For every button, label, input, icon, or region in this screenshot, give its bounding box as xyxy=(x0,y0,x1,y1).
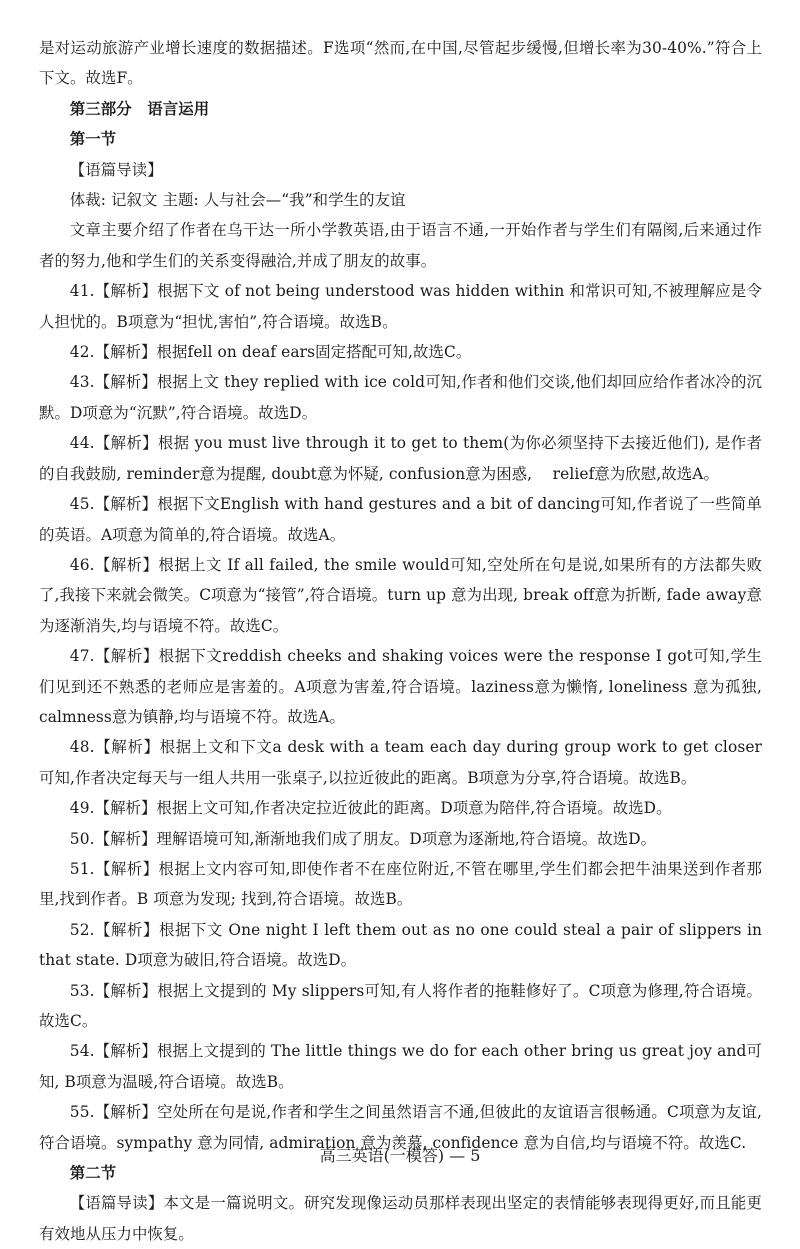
answer-41: 41.【解析】根据下文 of not being understood was hidden within 和常识可知,不被理解应是令人担忧的。B项意为“担忧,害怕”,符合语境。故选B。 xyxy=(39,282,762,331)
guide-paragraph-2: 【语篇导读】本文是一篇说明文。研究发现像运动员那样表现出坚定的表情能够表现得更好,而且能更有效地从压力中恢复。 xyxy=(39,1194,762,1243)
answer-46: 46.【解析】根据上文 If all failed, the smile would可知,空处所在句是说,如果所有的方法都失败了,我接下来就会微笑。C项意为“接管”,符合语境。turn up 意为出现, break off意为折断, fade away意为逐渐消失,均与语境不符。故选C。 xyxy=(39,555,762,635)
answer-50: 50.【解析】理解语境可知,渐渐地我们成了朋友。D项意为逐渐地,符合语境。故选D。 xyxy=(69,829,657,848)
answer-53: 53.【解析】根据上文提到的 My slippers可知,有人将作者的拖鞋修好了。C项意为修理,符合语境。故选C。 xyxy=(39,981,762,1030)
paragraph-continued: 是对运动旅游产业增长速度的数据描述。F选项“然而,在中国,尽管起步缓慢,但增长率为30-40%.”符合上下文。故选F。 xyxy=(39,39,762,88)
page-footer: 高三英语(一模答) — 5 xyxy=(319,1146,481,1165)
answer-45: 45.【解析】根据下文English with hand gestures and a bit of dancing可知,作者说了一些简单的英语。A项意为简单的,符合语境。故选A。 xyxy=(39,495,762,544)
guide-label: 【语篇导读】 xyxy=(69,160,163,179)
summary-paragraph: 文章主要介绍了作者在乌干达一所小学教英语,由于语言不通,一开始作者与学生们有隔阂,后来通过作者的努力,他和学生们的关系变得融洽,并成了朋友的故事。 xyxy=(39,221,762,270)
answer-48: 48.【解析】根据上文和下文a desk with a team each day during group work to get closer可知,作者决定每天与一组人共用一张桌子,以拉近彼此的距离。B项意为分享,符合语境。故选B。 xyxy=(39,738,762,787)
answer-51: 51.【解析】根据上文内容可知,即使作者不在座位附近,不管在哪里,学生们都会把牛油果送到作者那里,找到作者。B 项意为发现; 找到,符合语境。故选B。 xyxy=(39,859,762,909)
section-heading-1: 第一节 xyxy=(69,130,117,149)
answer-49: 49.【解析】根据上文可知,作者决定拉近彼此的距离。D项意为陪伴,符合语境。故选D。 xyxy=(69,799,672,818)
document-body xyxy=(39,33,762,1249)
answer-54: 54.【解析】根据上文提到的 The little things we do for each other bring us great joy and可知, B项意为温暖,符合语境。故选B。 xyxy=(39,1042,762,1091)
section-heading-2: 第二节 xyxy=(69,1164,117,1183)
answer-42: 42.【解析】根据fell on deaf ears固定搭配可知,故选C。 xyxy=(69,343,472,362)
answer-55: 55.【解析】空处所在句是说,作者和学生之间虽然语言不通,但彼此的友谊语言很畅通。C项意为友谊,符合语境。sympathy 意为同情, admiration 意为羡慕, confidence 意为自信,均与语境不符。故选C. xyxy=(39,1103,762,1152)
genre-line: 体裁: 记叙文 主题: 人与社会—“我”和学生的友谊 xyxy=(69,191,406,210)
answer-47: 47.【解析】根据下文reddish cheeks and shaking voices were the response I got可知,学生们见到还不熟悉的老师应是害羞的。A项意为害羞,符合语境。laziness意为懒惰, loneliness 意为孤独, calmness意为镇静,均与语境不符。故选A。 xyxy=(39,647,762,726)
answer-44: 44.【解析】根据 you must live through it to get to them(为你必须坚持下去接近他们), 是作者的自我鼓励, reminder意为提醒, doubt意为怀疑, confusion意为困惑, relief意为欣慰,故选A。 xyxy=(39,434,762,483)
answer-43: 43.【解析】根据上文 they replied with ice cold可知,作者和他们交谈,他们却回应给作者冰冷的沉默。D项意为“沉默”,符合语境。故选D。 xyxy=(39,373,762,422)
section-heading-part3: 第三部分 语言运用 xyxy=(69,99,210,118)
answer-52: 52.【解析】根据下文 One night I left them out as no one could steal a pair of slippers in that state. D项意为破旧,符合语境。故选D。 xyxy=(39,920,762,970)
